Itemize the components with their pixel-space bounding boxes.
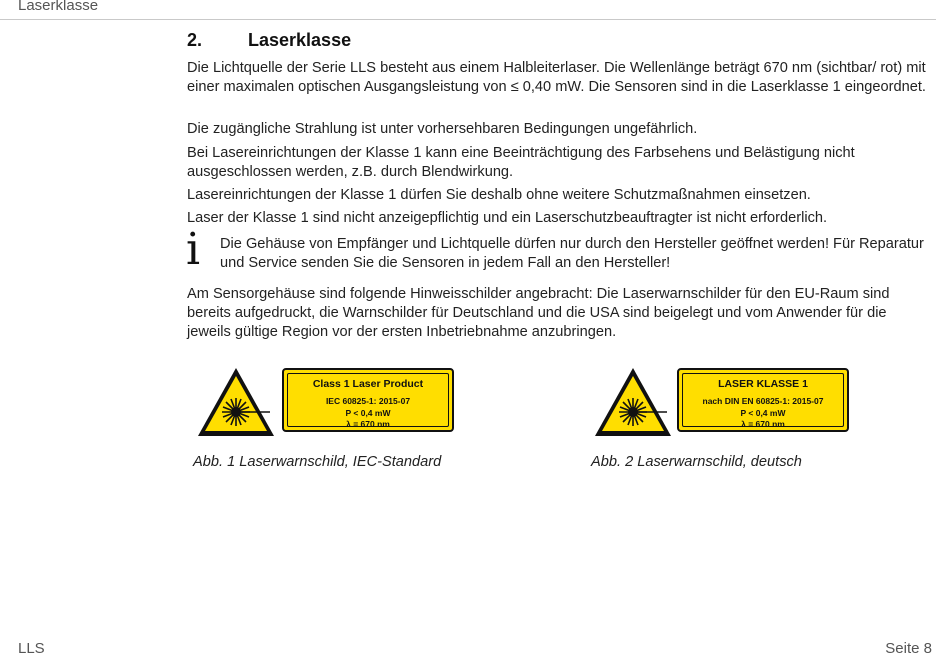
laser-warning-icon — [593, 366, 673, 438]
label-standard: nach DIN EN 60825-1: 2015-07 — [702, 396, 824, 406]
laser-warning-sign-iec — [196, 366, 458, 438]
label-title: Class 1 Laser Product — [312, 378, 424, 390]
header-divider — [0, 19, 936, 20]
label-wavelength: λ = 670 nm — [741, 419, 785, 429]
paragraph-no-protection: Lasereinrichtungen der Klasse 1 dürfen Sie deshalb ohne weitere Schutzmaßnahmen einsetzen. — [187, 187, 811, 203]
figure-caption-2: Abb. 2 Laserwarnschild, deutsch — [591, 454, 802, 470]
figure-caption-1: Abb. 1 Laserwarnschild, IEC-Standard — [193, 454, 442, 470]
label-title: LASER KLASSE 1 — [718, 378, 808, 390]
label-power: P < 0,4 mW — [345, 407, 391, 418]
label-standard: IEC 60825-1: 2015-07 — [325, 396, 411, 406]
laser-warning-icon — [196, 366, 276, 438]
footer-page-number: Seite 8 — [885, 640, 932, 657]
section-number: 2. — [187, 30, 203, 50]
paragraph-radiation: Die zugängliche Strahlung ist unter vorhersehbaren Bedingungen ungefährlich. — [187, 121, 698, 137]
section-heading — [187, 30, 351, 51]
laser-class-label — [282, 368, 454, 432]
footer-product: LLS — [18, 640, 45, 657]
section-title: Laserklasse — [248, 30, 352, 50]
laser-class-label — [677, 368, 849, 432]
label-wavelength: λ = 670 nm — [346, 419, 390, 429]
paragraph-no-registration: Laser der Klasse 1 sind nicht anzeigepflichtig und ein Laserschutzbeauftragter ist nicht erforderlich. — [187, 210, 828, 226]
paragraph-light-source: Die Lichtquelle der Serie LLS besteht aus einem Halbleiterlaser. Die Wellenlänge beträgt 670 nm (sichtbar/ rot) mit einer maximalen optischen Ausgangsleistung von ≤ 0,40 mW. Die Sensoren sind in die Laserklasse 1 eingeordnet. — [187, 60, 926, 95]
paragraph-class1-effects: Bei Lasereinrichtungen der Klasse 1 kann eine Beeinträchtigung des Farbsehens und Belästigung nicht ausgeschlossen werden, z.B. durch Blendwirkung. — [187, 145, 855, 180]
laser-warning-sign-de — [593, 366, 855, 438]
info-icon: i — [186, 224, 201, 275]
note-text: Die Gehäuse von Empfänger und Lichtquelle dürfen nur durch den Hersteller geöffnet werden! Für Reparatur und Service senden Sie die Sensoren in jedem Fall an den Hersteller! — [220, 236, 924, 271]
label-power: P < 0,4 mW — [740, 407, 786, 418]
paragraph-warning-labels: Am Sensorgehäuse sind folgende Hinweisschilder angebracht: Die Laserwarnschilder für den EU-Raum sind bereits aufgedruckt, die Warnschilder für Deutschland und die USA sind beigelegt und vom Anwender für die jeweils gültige Region vor der ersten Inbetriebnahme anzubringen. — [187, 286, 890, 340]
page-header-title: Laserklasse — [18, 0, 99, 14]
